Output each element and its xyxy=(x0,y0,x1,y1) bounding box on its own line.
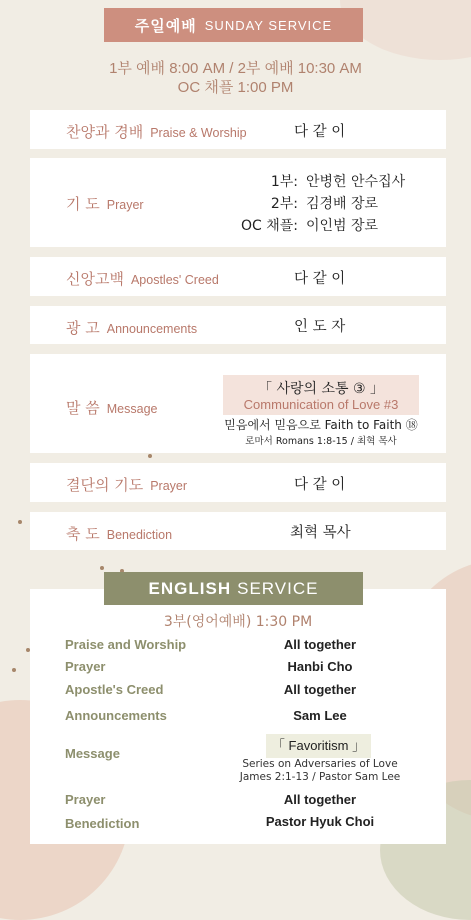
english-service-card xyxy=(30,589,446,844)
sermon-subtitle: Communication of Love #3 xyxy=(243,397,399,412)
praise-value: 다 같 이 xyxy=(294,124,346,140)
decision-value: 다 같 이 xyxy=(294,477,346,493)
praise-label-en: Praise & Worship xyxy=(150,126,247,140)
message-label-en: Message xyxy=(106,402,158,416)
message-label-ko: 말 씀 xyxy=(66,399,100,417)
prayer-service-oc xyxy=(230,215,378,235)
english-label-praise: Praise and Worship xyxy=(65,637,187,652)
sermon-series: 믿음에서 믿음으로 Faith to Faith ⑱ xyxy=(224,418,418,432)
decision-label-ko: 결단의 기도 xyxy=(66,476,144,494)
decision-label-en: Prayer xyxy=(150,479,188,493)
message-row xyxy=(30,354,446,453)
decor-dot xyxy=(100,566,104,570)
praise-label-ko: 찬양과 경배 xyxy=(66,123,144,141)
decor-dot xyxy=(18,520,22,524)
english-label-prayer-2: Prayer xyxy=(65,792,106,807)
creed-label-ko: 신앙고백 xyxy=(66,270,124,288)
english-title-light: SERVICE xyxy=(237,578,319,598)
english-sermon-reference: James 2:1-13 / Pastor Sam Lee xyxy=(239,771,401,783)
announcements-label-en: Announcements xyxy=(106,322,198,336)
announcements-label-ko: 광 고 xyxy=(66,319,100,337)
sermon-reference: 로마서 Romans 1:8-15 / 최혁 목사 xyxy=(245,436,397,447)
prayer-label-ko: 기 도 xyxy=(66,195,100,213)
english-service-header xyxy=(104,572,363,605)
decision-label xyxy=(66,474,187,495)
english-label-creed: Apostle's Creed xyxy=(65,682,164,697)
benediction-value: 최혁 목사 xyxy=(290,525,351,541)
english-value-benediction: Pastor Hyuk Choi xyxy=(265,814,375,829)
benediction-label-ko: 축 도 xyxy=(66,525,100,543)
prayer-service-1 xyxy=(230,171,405,191)
benediction-label-en: Benediction xyxy=(106,528,173,542)
decor-dot xyxy=(148,454,152,458)
service-times-line2: OC 채플 1:00 PM xyxy=(177,79,294,96)
decision-prayer-row xyxy=(30,463,446,502)
announcements-value: 인 도 자 xyxy=(294,319,346,335)
english-sermon-series: Series on Adversaries of Love xyxy=(242,758,398,770)
english-sermon-title: 「 Favoritism 」 xyxy=(266,734,371,758)
prayer-name: 이인범 장로 xyxy=(306,218,379,234)
sunday-title-ko: 주일예배 xyxy=(134,16,197,35)
praise-worship-row xyxy=(30,110,446,149)
english-value-prayer: Hanbi Cho xyxy=(287,659,353,674)
english-value-creed: All together xyxy=(283,682,357,697)
english-title-bold: ENGLISH xyxy=(148,578,232,598)
creed-label xyxy=(66,268,219,289)
english-service-time: 3부(영어예배) 1:30 PM xyxy=(163,614,313,630)
prayer-label xyxy=(66,193,144,214)
announcements-row xyxy=(30,306,446,344)
prayer-key: OC 채플: xyxy=(240,218,298,234)
prayer-service-2 xyxy=(230,193,378,213)
benediction-label xyxy=(66,523,172,544)
creed-label-en: Apostles' Creed xyxy=(130,273,219,287)
creed-value: 다 같 이 xyxy=(294,271,346,287)
decor-dot xyxy=(12,668,16,672)
english-value-praise: All together xyxy=(283,637,357,652)
english-label-prayer: Prayer xyxy=(65,659,106,674)
english-value-announcements: Sam Lee xyxy=(293,708,347,723)
sermon-title: 「 사랑의 소통 ③ 」 xyxy=(258,381,384,397)
message-label xyxy=(66,397,157,418)
creed-row xyxy=(30,257,446,296)
benediction-row xyxy=(30,512,446,550)
prayer-label-en: Prayer xyxy=(106,198,144,212)
prayer-name: 안병헌 안수집사 xyxy=(306,174,406,190)
english-value-prayer-2: All together xyxy=(283,792,357,807)
sunday-title-en: SUNDAY SERVICE xyxy=(204,17,333,33)
prayer-row xyxy=(30,158,446,247)
prayer-key: 1부: xyxy=(270,174,298,190)
service-times-line1: 1부 예배 8:00 AM / 2부 예배 10:30 AM xyxy=(109,60,362,77)
announcements-label xyxy=(66,317,197,338)
prayer-key: 2부: xyxy=(270,196,298,212)
praise-label xyxy=(66,121,247,142)
prayer-name: 김경배 장로 xyxy=(306,196,379,212)
english-label-benediction: Benediction xyxy=(65,816,140,831)
sunday-service-header xyxy=(104,8,363,42)
sermon-title-box xyxy=(223,375,419,415)
english-label-announcements: Announcements xyxy=(65,708,167,723)
english-label-message: Message xyxy=(65,746,120,761)
